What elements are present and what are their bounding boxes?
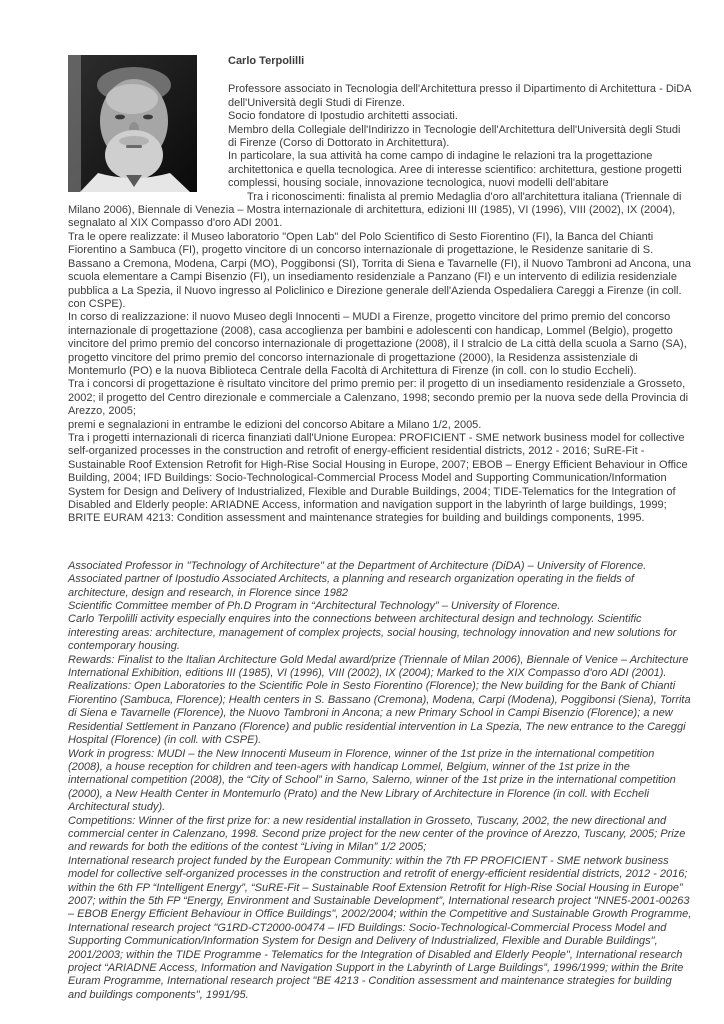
- bio-it-paragraph: Tra i riconoscimenti: finalista al premio Medaglia d'oro all'architettura italiana (Triennale di Milano 2006), Biennale di Venezia – Mostra internazionale di architettura, edizioni III (1985), VI (1996), VIII (2002), IX (2004), segnalato al XIX Compasso d'oro ADI 2001.: [68, 190, 682, 230]
- bio-en-paragraph: International research project funded by the European Community: within the 7th FP PROFICIENT - SME network business model for collective self-organized processes in the construction and retrofit of energy-efficient residential districts, 2012 - 2016; within the 6th FP “Intelligent Energy”, “SuRE-Fit – Sustainable Roof Extension Retrofit for High-Rise Social Housing in Europe” 2007; within the 5th FP “Energy, Environment and Sustainable Development”, International research project "NNE5-2001-00263 – EBOB Energy Efficient Behaviour in Office Buildings", 2002/2004; within the Competitive and Sustainable Growth Programme, International research project "G1RD-CT2000-00474 – IFD Buildings: Socio-Technological-Commercial Process Model and Supporting Communication/Information System for Design and Delivery of Industrialized, Flexible and Durable Buildings", 2001/2003; within the TIDE Programme - Telematics for the Integration of Disabled and Elderly People", International research project “ARIADNE Access, Information and Navigation Support in the Labyrinth of Large Buildings”, 1996/1999; within the Brite Euram Programme, International research project "BE 4213 - Condition assessment and maintenance strategies for building and buildings components", 1991/95.: [68, 854, 692, 1001]
- bio-it-paragraph: Professore associato in Tecnologia dell'Architettura presso il Dipartimento di Architettura - DiDA dell'Università degli Studi di Firenze.: [228, 83, 691, 109]
- person-name: Carlo Terpolilli: [228, 55, 305, 67]
- bio-en-paragraph: Realizations: Open Laboratories to the Scientific Pole in Sesto Fiorentino (Florence); the New building for the Bank of Chianti Fiorentino (Sambuca, Florence); Health centers in S. Bassano (Cremona), Modena, Carpi (Modena), Poggibonsi (Siena), Torrita di Siena e Tavarnelle (Florence), the Nuovo Tambroni in Ancona; a new Primary School in Campi Bisenzio (Florence); a new Residential Settlement in Panzano (Florence) and public residential intervention in La Spezia, The new entrance to the Careggi Hospital (Florence) (in coll. with CSPE).: [68, 680, 691, 747]
- bio-en-paragraph: Scientific Committee member of Ph.D Program in “Architectural Technology” – University of Florence.: [68, 600, 561, 613]
- bio-en-paragraph: Associated partner of Ipostudio Associated Architects, a planning and research organization operating in the fields of architecture, design and research, in Florence since 1982: [68, 573, 635, 599]
- bio-en-paragraph: Associated Professor in "Technology of Architecture" at the Department of Architecture (DiDA) – University of Florence.: [68, 559, 647, 572]
- bio-en-paragraph: Rewards: Finalist to the Italian Architecture Gold Medal award/prize (Triennale of Milan 2006), Biennale of Venice – Architecture International Exhibition, editions III (1985), VI (1996), VIII (2002), IX (2004); Marked to the XIX Compasso d'oro ADI (2001).: [68, 653, 689, 680]
- bio-it-paragraph: In corso di realizzazione: il nuovo Museo degli Innocenti – MUDI a Firenze, progetto vincitore del primo premio del concorso internazionale di progettazione (2008), casa accoglienza per bambini e adolescenti con handicap, Lommel (Belgio), progetto vincitore del primo premio del concorso internazionale di progettazione (2008), il I stralcio de La città della scuola a Sarno (SA), progetto vincitore del primo premio del concorso internazionale di progettazione (2000), la Residenza assistenziale di Montemurlo (PO) e la nuova Biblioteca Centrale della Facoltà di Architettura di Firenze (in coll. con lo studio Eccheli).: [68, 311, 687, 377]
- english-bio-section: [68, 560, 692, 1002]
- bio-it-paragraph: premi e segnalazioni in entrambe le edizioni del concorso Abitare a Milano 1/2, 2005.: [68, 418, 482, 431]
- bio-it-paragraph: Tra i concorsi di progettazione è risultato vincitore del primo premio per: il progetto di un insediamento residenziale a Grosseto, 2002; il progetto del Centro direzionale e commerciale a Calenzano, 1998; secondo premio per la nuova sede della Provincia di Arezzo, 2005;: [68, 378, 689, 418]
- bio-it-paragraph: Tra le opere realizzate: il Museo laboratorio "Open Lab" del Polo Scientifico di Sesto Fiorentino (FI), la Banca del Chianti Fiorentino a Sambuca (FI), progetto vincitore di un concorso internazionale di progettazione, le Residenze sanitarie di S. Bassano a Cremona, Modena, Carpi (MO), Poggibonsi (SI), Torrita di Siena e Tavarnelle (FI), il Nuovo Tambroni ad Ancona, una scuola elementare a Campi Bisenzio (FI), un insediamento residenziale a Panzano (FI) e un intervento di edilizia residenziale pubblica a La Spezia, il Nuovo ingresso al Policlinico e Direzione generale dell'Azienda Ospedaliera Careggi a Firenze (in coll. con CSPE).: [68, 230, 692, 310]
- bio-it-paragraph: Socio fondatore di Ipostudio architetti associati.: [228, 110, 458, 123]
- bio-it-paragraph: In particolare, la sua attività ha come campo di indagine le relazioni tra la progettazione architettonica e quella tecnologica. Aree di interesse scientifico: architettura, gestione progetti complessi, housing sociale, innovazione tecnologica, nuovi modelli dell'abitare: [228, 150, 682, 190]
- portrait-photo-image: [68, 55, 197, 192]
- portrait-photo: [68, 55, 197, 192]
- bio-it-paragraph: Membro della Collegiale dell'Indirizzo in Tecnologie dell'Architettura dell'Università degli Studi di Firenze (Corso di Dottorato in Architettura).: [228, 123, 681, 150]
- bio-en-paragraph: Competitions: Winner of the first prize for: a new residential installation in Grosseto, Tuscany, 2002, the new directional and commercial center in Calenzano, 1998. Second prize project for the new center of the province of Arezzo, Tuscany, 2005; Prize and rewards for both the editions of the contest “Living in Milan” 1/2 2005;: [68, 814, 686, 854]
- bio-it-paragraph: Tra i progetti internazionali di ricerca finanziati dall'Unione Europea: PROFICIENT - SME network business model for collective self-organized processes in the construction and retrofit of energy-efficient residential districts, 2012 - 2016; SuRE-Fit - Sustainable Roof Extension Retrofit for High-Rise Social Housing in Europe, 2007; EBOB – Energy Efficient Behaviour in Office Building, 2004; IFD Buildings: Socio-Technological-Commercial Process Model and Supporting Communication/Information System for Design and Delivery of Industrialized, Flexible and Durable Buildings, 2004; TIDE-Telematics for the Integration of Disabled and Elderly people: ARIADNE Access, information and navigation support in the labyrinth of large buildings, 1999; BRITE EURAM 4213: Condition assessment and maintenance strategies for building and buildings components, 1995.: [68, 431, 688, 525]
- bio-en-paragraph: Carlo Terpolilli activity especially enquires into the connections between architectural design and technology. Scientific interesting areas: architecture, management of complex projects, social housing, technology innovation and new solutions for contemporary housing.: [68, 613, 677, 653]
- bio-en-paragraph: Work in progress: MUDI – the New Innocenti Museum in Florence, winner of the 1st prize in the international competition (2008), a house reception for children and teen-agers with handicap Lommel, Belgium, winner of the 1st prize in the international competition (2008), the “City of School” in Sarno, Salerno, winner of the 1st prize in the international competition (2000), a New Health Center in Montemurlo (Prato) and the New Library of Architecture in Florence (in coll. with Eccheli Architectural study).: [68, 747, 676, 814]
